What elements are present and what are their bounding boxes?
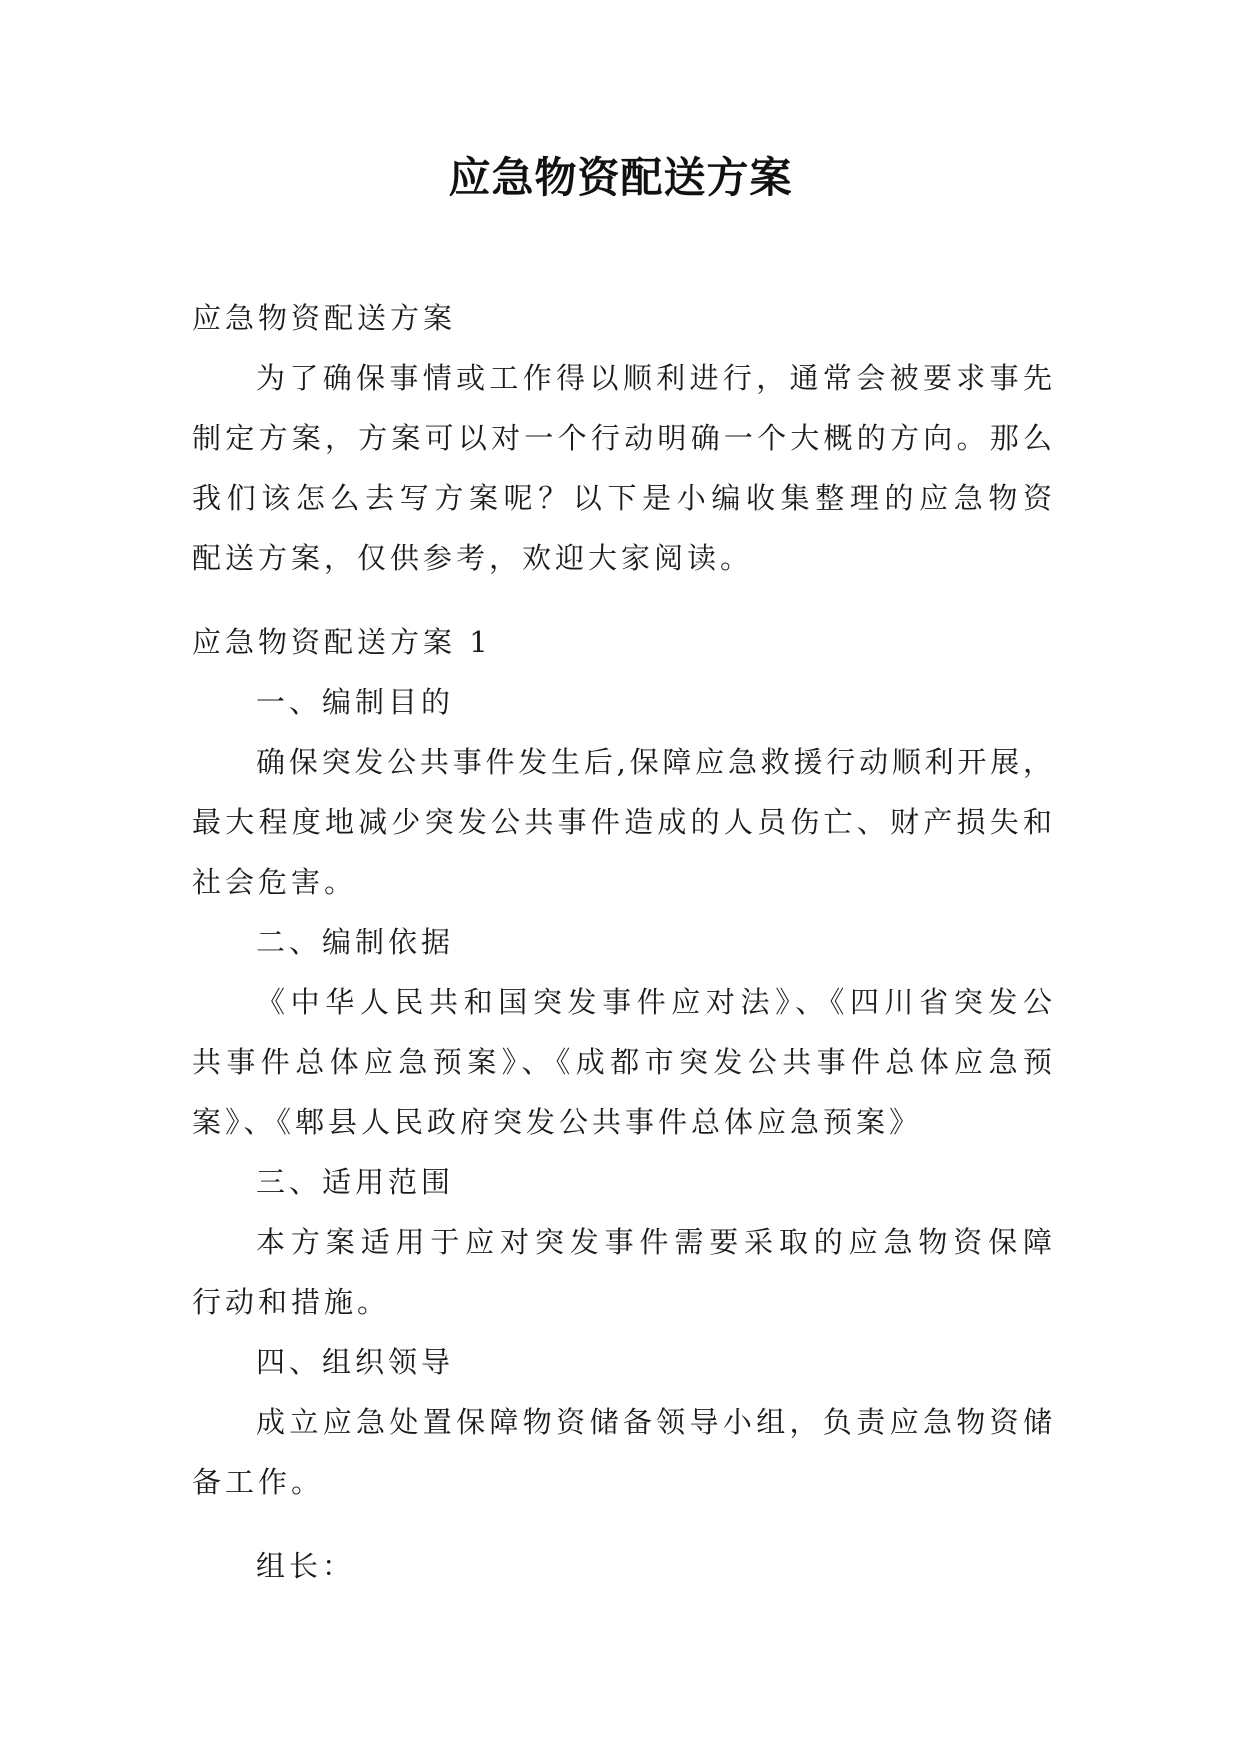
- leader-gap: [192, 1512, 1052, 1536]
- intro-line-4: 配送方案，仅供参考，欢迎大家阅读。: [192, 541, 754, 575]
- s3-line-1: 本方案适用于应对突发事件需要采取的应急物资保障: [256, 1225, 1052, 1259]
- section-gap: [192, 588, 1052, 612]
- s1-line-3: 社会危害。: [192, 865, 358, 899]
- s2-heading: 二、编制依据: [256, 925, 455, 959]
- leader-label: 组长：: [256, 1549, 356, 1583]
- s2-line-3: 案》、《郫县人民政府突发公共事件总体应急预案》: [192, 1105, 923, 1139]
- s2-line-2: 共事件总体应急预案》、《成都市突发公共事件总体应急预: [192, 1045, 1052, 1079]
- section-heading: 应急物资配送方案 1: [192, 625, 492, 659]
- s1-heading: 一、编制目的: [256, 685, 455, 719]
- intro-line-1: 为了确保事情或工作得以顺利进行，通常会被要求事先: [256, 361, 1052, 395]
- s3-line-2: 行动和措施。: [192, 1285, 391, 1319]
- intro-line-3: 我们该怎么去写方案呢？以下是小编收集整理的应急物资: [192, 481, 1052, 515]
- s1-line-2: 最大程度地减少突发公共事件造成的人员伤亡、财产损失和: [192, 805, 1052, 839]
- s4-heading: 四、组织领导: [256, 1345, 455, 1379]
- intro-line-2: 制定方案，方案可以对一个行动明确一个大概的方向。那么: [192, 421, 1052, 455]
- document-body: [192, 288, 1052, 1596]
- s4-line-2: 备工作。: [192, 1465, 325, 1499]
- document-title: 应急物资配送方案: [448, 153, 793, 202]
- s4-line-1: 成立应急处置保障物资储备领导小组，负责应急物资储: [256, 1405, 1052, 1439]
- s3-heading: 三、适用范围: [256, 1165, 455, 1199]
- s1-line-1: 确保突发公共事件发生后,保障应急救援行动顺利开展，: [256, 745, 1052, 779]
- s2-line-1: 《中华人民共和国突发事件应对法》、《四川省突发公: [256, 985, 1052, 1019]
- intro-heading: 应急物资配送方案: [192, 301, 457, 335]
